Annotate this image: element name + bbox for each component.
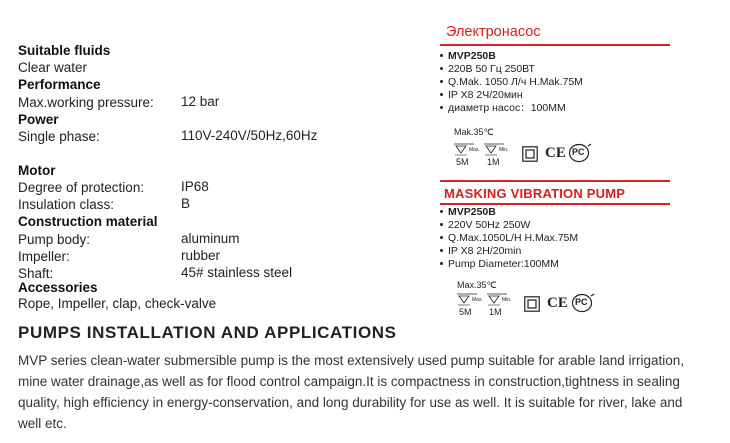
ru-spec-lines bbox=[440, 50, 583, 115]
installation-line: quality, high efficiency in energy-conservation, and long durability for use as well. It is suitable for river, lake and bbox=[18, 395, 683, 410]
shaft-value: 45# stainless steel bbox=[181, 265, 293, 280]
bullet-icon bbox=[440, 236, 443, 239]
en-spec-lines bbox=[440, 206, 578, 271]
ru-line4: диаметр насос：100ММ bbox=[448, 102, 566, 114]
en-model: MVP250B bbox=[448, 206, 496, 218]
protection-value: IP68 bbox=[181, 179, 209, 194]
bullet-icon bbox=[440, 54, 443, 57]
en-label-title: MASKING VIBRATION PUMP bbox=[444, 186, 626, 201]
ru-line1: 220В 50 Гц 250ВТ bbox=[448, 63, 535, 75]
fluids-heading: Suitable fluids bbox=[18, 43, 111, 58]
installation-line: MVP series clean-water submersible pump is the most extensively used pump suitable for arable land irrigation, bbox=[18, 353, 685, 368]
en-tri-min: Min. bbox=[502, 297, 512, 303]
phase-value: 110V-240V/50Hz,60Hz bbox=[181, 128, 318, 143]
accessories-value: Rope, Impeller, clap, check-valve bbox=[18, 296, 217, 311]
ru-depth-max: 5M bbox=[456, 157, 469, 167]
en-temp: Max.35℃ bbox=[457, 280, 497, 290]
bullet-icon bbox=[440, 210, 443, 213]
body-value: aluminum bbox=[181, 231, 240, 246]
motor-heading: Motor bbox=[18, 163, 56, 178]
accessories-heading: Accessories bbox=[18, 280, 98, 295]
ru-model: MVP250B bbox=[448, 50, 496, 62]
ru-tri-max: Max. bbox=[469, 147, 480, 153]
ce-mark-icon: CE bbox=[545, 145, 566, 161]
en-line3: IP X8 2H/20min bbox=[448, 245, 522, 257]
ce-mark-icon: CE bbox=[547, 295, 568, 311]
power-heading: Power bbox=[18, 112, 59, 127]
bullet-icon bbox=[440, 249, 443, 252]
performance-heading: Performance bbox=[18, 77, 101, 92]
en-line4: Pump Diameter:100MM bbox=[448, 258, 559, 270]
ru-tri-min: Min. bbox=[499, 147, 509, 153]
ru-label-divider bbox=[440, 44, 670, 46]
double-insulation-icon bbox=[522, 146, 538, 162]
construction-heading: Construction material bbox=[18, 214, 158, 229]
ru-label-title: Электронасос bbox=[446, 24, 541, 40]
en-tri-max: Max. bbox=[472, 297, 483, 303]
bullet-icon bbox=[440, 93, 443, 96]
impeller-value: rubber bbox=[181, 248, 221, 263]
bullet-icon bbox=[440, 67, 443, 70]
bullet-icon bbox=[440, 223, 443, 226]
phase-label: Single phase: bbox=[18, 129, 100, 144]
fluids-value: Clear water bbox=[18, 60, 88, 75]
en-line1: 220V 50Hz 250W bbox=[448, 219, 531, 231]
rost-mark-text: PC bbox=[572, 147, 585, 157]
bullet-icon bbox=[440, 262, 443, 265]
shaft-label: Shaft: bbox=[18, 266, 54, 281]
en-label-divider bbox=[440, 203, 670, 205]
installation-line: mine water drainage,as well as for flood control campaign.It is compactness in construction,tightness in sealing bbox=[18, 374, 680, 389]
ru-temp: Mak.35℃ bbox=[454, 127, 494, 137]
en-depth-min: 1M bbox=[489, 307, 502, 317]
double-insulation-icon bbox=[524, 296, 540, 312]
protection-label: Degree of protection: bbox=[18, 180, 145, 195]
ru-line3: IP X8 2Ч/20мин bbox=[448, 89, 523, 101]
rost-mark-text: PC bbox=[575, 297, 588, 307]
pressure-value: 12 bar bbox=[181, 94, 220, 109]
insulation-value: B bbox=[181, 196, 191, 211]
pressure-label: Max.working pressure: bbox=[18, 95, 154, 110]
ru-line2: Q.Mak. 1050 Л/ч H.Mak.75M bbox=[448, 76, 583, 88]
installation-title: PUMPS INSTALLATION AND APPLICATIONS bbox=[18, 323, 397, 342]
insulation-label: Insulation class: bbox=[18, 197, 115, 212]
bullet-icon bbox=[440, 106, 443, 109]
ru-depth-min: 1M bbox=[487, 157, 500, 167]
en-label-top-divider bbox=[440, 180, 670, 182]
en-line2: Q.Max.1050L/H H.Max.75M bbox=[448, 232, 579, 244]
installation-text bbox=[18, 350, 723, 434]
installation-line: well etc. bbox=[18, 416, 67, 431]
impeller-label: Impeller: bbox=[18, 249, 70, 264]
bullet-icon bbox=[440, 80, 443, 83]
body-label: Pump body: bbox=[18, 232, 91, 247]
en-depth-max: 5M bbox=[459, 307, 472, 317]
